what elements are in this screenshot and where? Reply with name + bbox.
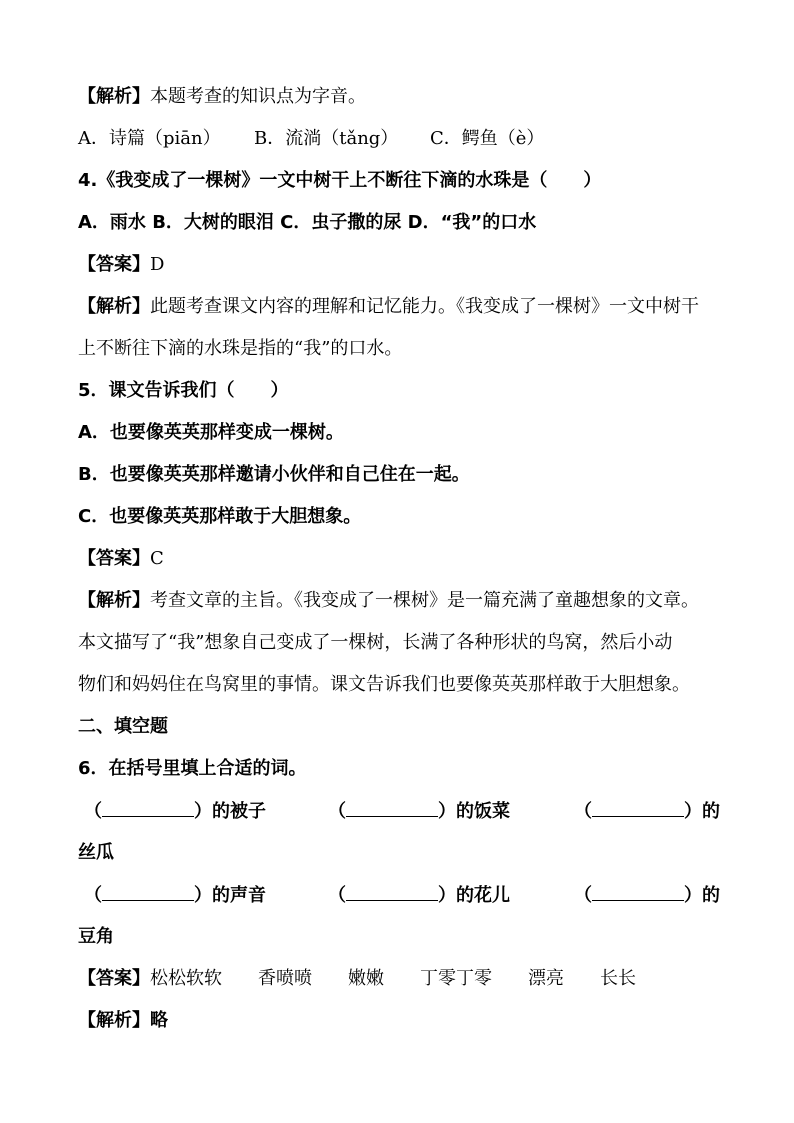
blank-suffix: 的 [702, 885, 720, 906]
blank-line[interactable] [346, 798, 438, 817]
answer-value: D [150, 254, 165, 275]
q6-question: 6．在括号里填上合适的词。 [78, 758, 307, 779]
q6-blank-3: （ ）的 [574, 798, 720, 825]
section-title: 二、填空题 [78, 716, 168, 737]
q5-answer [78, 546, 164, 572]
answer-item: 松松软软 [150, 968, 222, 989]
answer-item: 香喷喷 [258, 968, 312, 989]
q4-options: A．雨水 B．大树的眼泪 C．虫子撒的尿 D．“我”的口水 [78, 212, 537, 233]
q5-option-c: C．也要像英英那样敢于大胆想象。 [78, 506, 362, 527]
blank-suffix: 的饭菜 [456, 801, 510, 822]
q3-analysis [78, 84, 366, 110]
q4-question: 4.《我变成了一棵树》一文中树干上不断往下滴的水珠是（ ） [78, 170, 602, 191]
blank-line[interactable] [102, 798, 194, 817]
blank-line[interactable] [346, 882, 438, 901]
option-a: A．诗篇（piān） [78, 128, 221, 149]
analysis-label: 【解析】 [78, 1010, 150, 1031]
analysis-text: 此题考查课文内容的理解和记忆能力。《我变成了一棵树》一文中树干 [150, 296, 699, 317]
answer-value: C [150, 548, 164, 569]
q6-blank-2: （ ）的饭菜 [328, 798, 510, 825]
option-b: B．流淌（tǎng） [254, 128, 399, 149]
q6-answer [78, 966, 672, 992]
q6-wrap-2: 豆角 [78, 926, 114, 947]
q6-blank-4: （ ）的声音 [84, 882, 266, 909]
q6-analysis [78, 1008, 168, 1034]
q4-analysis-cont: 上不断往下滴的水珠是指的“我”的口水。 [78, 338, 403, 359]
analysis-label: 【解析】 [78, 86, 150, 107]
q6-blank-1: （ ）的被子 [84, 798, 266, 825]
q6-blank-5: （ ）的花儿 [328, 882, 510, 909]
analysis-text: 本题考查的知识点为字音。 [150, 86, 366, 107]
q5-option-a: A．也要像英英那样变成一棵树。 [78, 422, 344, 443]
q5-option-b: B．也要像英英那样邀请小伙伴和自己住在一起。 [78, 464, 470, 485]
analysis-label: 【解析】 [78, 296, 150, 317]
answer-label: 【答案】 [78, 548, 150, 569]
blank-suffix: 的声音 [212, 885, 266, 906]
q4-answer [78, 252, 164, 278]
blank-line[interactable] [592, 882, 684, 901]
blank-suffix: 的花儿 [456, 885, 510, 906]
q4-analysis [78, 294, 699, 320]
analysis-text: 略 [150, 1010, 168, 1031]
q5-question: 5．课文告诉我们（ ） [78, 380, 289, 401]
analysis-label: 【解析】 [78, 590, 150, 611]
q6-blank-6: （ ）的 [574, 882, 720, 909]
blank-suffix: 的 [702, 801, 720, 822]
answer-label: 【答案】 [78, 254, 150, 275]
answer-item: 漂亮 [528, 968, 564, 989]
blank-line[interactable] [102, 882, 194, 901]
answer-label: 【答案】 [78, 968, 150, 989]
analysis-text: 考查文章的主旨。《我变成了一棵树》是一篇充满了童趣想象的文章。 [150, 590, 699, 611]
q5-analysis-cont-1: 本文描写了“我”想象自己变成了一棵树，长满了各种形状的鸟窝，然后小动 [78, 632, 673, 653]
q5-analysis-cont-2: 物们和妈妈住在鸟窝里的事情。课文告诉我们也要像英英那样敢于大胆想象。 [78, 674, 690, 695]
answer-item: 长长 [600, 968, 636, 989]
option-c: C．鳄鱼（è） [430, 128, 545, 149]
answer-item: 丁零丁零 [420, 968, 492, 989]
q5-analysis [78, 588, 699, 614]
answer-item: 嫩嫩 [348, 968, 384, 989]
q6-wrap-1: 丝瓜 [78, 842, 114, 863]
q3-options [78, 126, 544, 152]
blank-suffix: 的被子 [212, 801, 266, 822]
blank-line[interactable] [592, 798, 684, 817]
